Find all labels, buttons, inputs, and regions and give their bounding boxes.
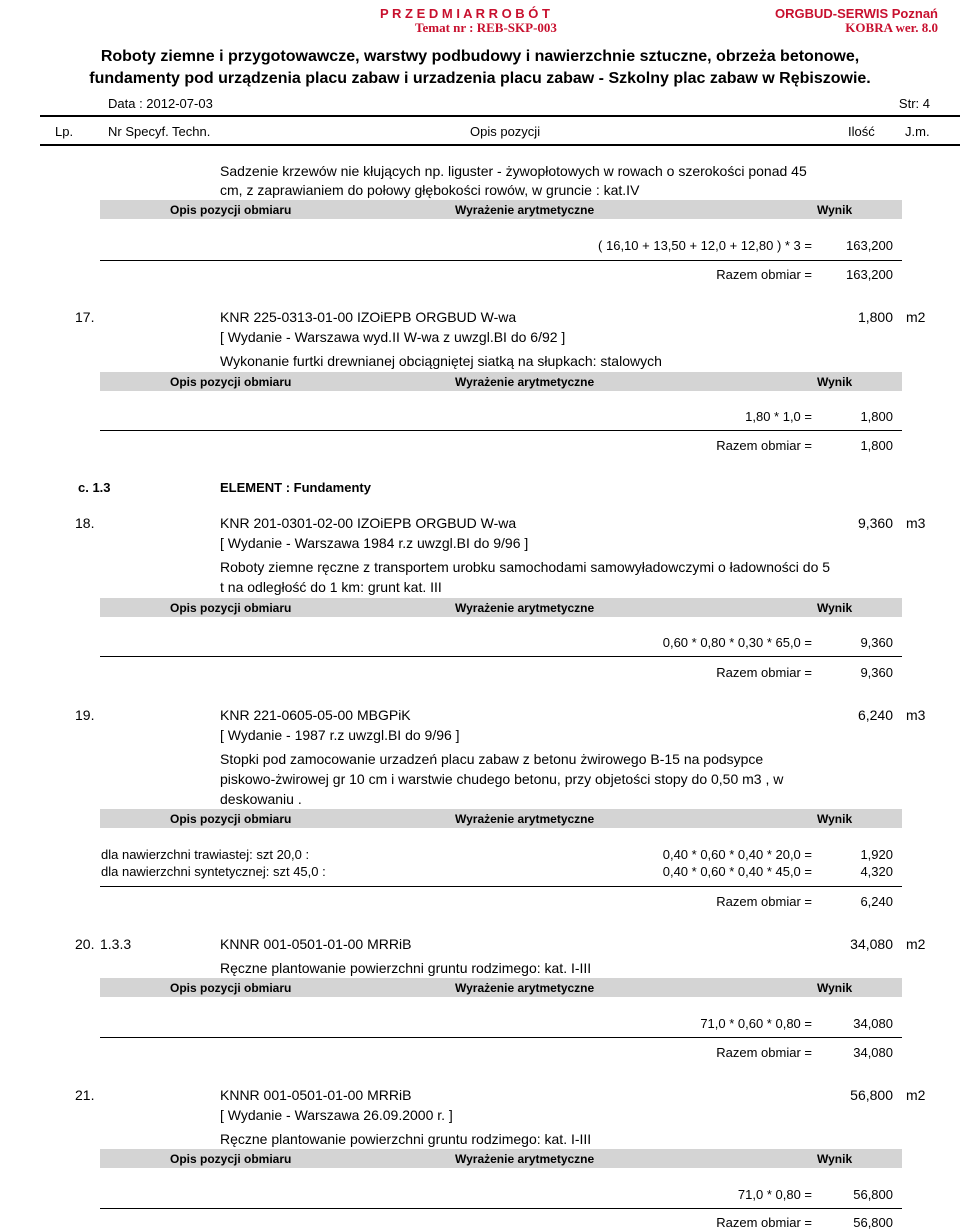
- item-edition: [ Wydanie - Warszawa 26.09.2000 r. ]: [220, 1107, 453, 1123]
- measure-result: 56,800: [853, 1187, 893, 1202]
- measure-expression: 71,0 * 0,60 * 0,80 =: [700, 1016, 812, 1031]
- item-desc-line1: Wykonanie furtki drewnianej obciągniętej siatką na słupkach: stalowych: [220, 353, 662, 369]
- item-desc-line2: t na odległość do 1 km: grunt kat. III: [220, 579, 442, 595]
- item-number: 19.: [75, 707, 95, 723]
- item-desc-line1: Ręczne plantowanie powierzchni gruntu rodzimego: kat. I-III: [220, 1131, 592, 1147]
- measure-col-expr: Wyrażenie arytmetyczne: [455, 812, 595, 826]
- measure-rule: [100, 260, 902, 261]
- measure-rule: [100, 1037, 902, 1038]
- measure-col-result: Wynik: [817, 981, 853, 995]
- item-quantity: 34,080: [850, 936, 893, 952]
- total-label: Razem obmiar =: [716, 267, 812, 282]
- doc-type-label: P R Z E D M I A R R O B Ó T: [380, 6, 550, 21]
- measure-header-bar: [100, 978, 902, 997]
- element-number: c. 1.3: [78, 480, 111, 495]
- measure-col-desc: Opis pozycji obmiaru: [170, 601, 292, 615]
- measure-header-bar: [100, 809, 902, 828]
- measure-header-bar: [100, 200, 902, 219]
- prev-item-desc-line2: cm, z zaprawianiem do połowy głębokości rowów, w gruncie : kat.IV: [220, 182, 640, 198]
- item-quantity: 9,360: [857, 515, 893, 531]
- prev-item-desc-line1: Sadzenie krzewów nie kłujących np. liguster - żywopłotowych w rowach o szerokości ponad 45: [220, 163, 807, 179]
- measure-result: 163,200: [846, 238, 893, 253]
- measure-rule: [100, 1208, 902, 1209]
- measure-col-desc: Opis pozycji obmiaru: [170, 375, 292, 389]
- col-lp: Lp.: [55, 124, 74, 139]
- item-number: 21.: [75, 1087, 95, 1103]
- measure-result: 4,320: [860, 864, 893, 879]
- measure-header-bar: [100, 372, 902, 391]
- item-unit: m3: [906, 707, 926, 723]
- total-label: Razem obmiar =: [716, 1045, 812, 1060]
- subject-number: Temat nr : REB-SKP-003: [415, 20, 557, 35]
- measure-col-result: Wynik: [817, 1152, 853, 1166]
- item-code: KNNR 001-0501-01-00 MRRiB: [220, 1087, 412, 1103]
- item-quantity: 56,800: [850, 1087, 893, 1103]
- measure-col-desc: Opis pozycji obmiaru: [170, 1152, 292, 1166]
- measure-expression: 0,40 * 0,60 * 0,40 * 20,0 =: [662, 847, 812, 862]
- measure-row-label: dla nawierzchni syntetycznej: szt 45,0 :: [101, 864, 326, 879]
- item-edition: [ Wydanie - 1987 r.z uwzgl.BI do 9/96 ]: [220, 727, 460, 743]
- measure-expression: 0,60 * 0,80 * 0,30 * 65,0 =: [662, 635, 812, 650]
- total-value: 34,080: [853, 1045, 893, 1060]
- measure-col-expr: Wyrażenie arytmetyczne: [455, 203, 595, 217]
- measure-expression: 1,80 * 1,0 =: [745, 409, 812, 424]
- total-label: Razem obmiar =: [716, 438, 812, 453]
- total-value: 9,360: [860, 665, 893, 680]
- page-number: Str: 4: [898, 96, 930, 111]
- item-number: 18.: [75, 515, 95, 531]
- measure-header-bar: [100, 1149, 902, 1168]
- total-value: 56,800: [853, 1215, 893, 1230]
- total-value: 163,200: [846, 267, 893, 282]
- total-value: 6,240: [860, 894, 893, 909]
- company-name: ORGBUD-SERWIS Poznań: [775, 6, 938, 21]
- measure-col-result: Wynik: [817, 375, 853, 389]
- col-description: Opis pozycji: [470, 124, 541, 139]
- item-unit: m3: [906, 515, 926, 531]
- item-code: KNR 225-0313-01-00 IZOiEPB ORGBUD W-wa: [220, 309, 517, 325]
- total-label: Razem obmiar =: [716, 665, 812, 680]
- total-label: Razem obmiar =: [716, 1215, 812, 1230]
- measure-col-expr: Wyrażenie arytmetyczne: [455, 601, 595, 615]
- measure-col-result: Wynik: [817, 203, 853, 217]
- measure-expression: ( 16,10 + 13,50 + 12,0 + 12,80 ) * 3 =: [598, 238, 812, 253]
- item-desc-line2: piskowo-żwirowej gr 10 cm i warstwie chudego betonu, przy objetości stopy do 0,50 m3 , w: [220, 771, 784, 787]
- header-rule-top: [40, 115, 960, 117]
- measure-result: 1,800: [860, 409, 893, 424]
- measure-header-bar: [100, 598, 902, 617]
- measure-col-desc: Opis pozycji obmiaru: [170, 812, 292, 826]
- software-version: KOBRA wer. 8.0: [845, 20, 938, 35]
- measure-rule: [100, 656, 902, 657]
- item-edition: [ Wydanie - Warszawa wyd.II W-wa z uwzgl.BI do 6/92 ]: [220, 329, 566, 345]
- item-desc-line1: Stopki pod zamocowanie urzadzeń placu zabaw z betonu żwirowego B-15 na podsypce: [220, 751, 764, 767]
- item-edition: [ Wydanie - Warszawa 1984 r.z uwzgl.BI do 9/96 ]: [220, 535, 529, 551]
- document-title-line2: fundamenty pod urządzenia placu zabaw i urzadzenia placu zabaw - Szkolny plac zabaw w Rębiszowie.: [89, 70, 871, 87]
- document-date: Data : 2012-07-03: [108, 96, 213, 111]
- item-unit: m2: [906, 1087, 926, 1103]
- item-spec-number: 1.3.3: [100, 936, 132, 952]
- measure-col-expr: Wyrażenie arytmetyczne: [455, 1152, 595, 1166]
- item-quantity: 1,800: [857, 309, 893, 325]
- header-rule-bottom: [40, 144, 960, 146]
- item-desc-line1: Ręczne plantowanie powierzchni gruntu rodzimego: kat. I-III: [220, 960, 592, 976]
- col-unit: J.m.: [905, 124, 930, 139]
- element-label: ELEMENT : Fundamenty: [220, 480, 371, 495]
- document-title-line1: Roboty ziemne i przygotowawcze, warstwy podbudowy i nawierzchnie sztuczne, obrzeża betonowe,: [100, 48, 860, 65]
- measure-rule: [100, 430, 902, 431]
- item-number: 20.: [75, 936, 95, 952]
- total-label: Razem obmiar =: [716, 894, 812, 909]
- item-quantity: 6,240: [857, 707, 893, 723]
- measure-row-label: dla nawierzchni trawiastej: szt 20,0 :: [101, 847, 310, 862]
- col-quantity: Ilość: [848, 124, 875, 139]
- item-desc-line1: Roboty ziemne ręczne z transportem urobku samochodami samowyładowczymi o ładowności do 5: [220, 559, 831, 575]
- total-value: 1,800: [860, 438, 893, 453]
- measure-result: 9,360: [860, 635, 893, 650]
- item-desc-line3: deskowaniu .: [220, 791, 302, 807]
- measure-col-result: Wynik: [817, 812, 853, 826]
- measure-col-expr: Wyrażenie arytmetyczne: [455, 375, 595, 389]
- item-code: KNR 221-0605-05-00 MBGPiK: [220, 707, 411, 723]
- item-code: KNNR 001-0501-01-00 MRRiB: [220, 936, 412, 952]
- item-number: 17.: [75, 309, 95, 325]
- measure-rule: [100, 886, 902, 887]
- col-spec: Nr Specyf. Techn.: [108, 124, 211, 139]
- measure-result: 1,920: [860, 847, 893, 862]
- measure-col-expr: Wyrażenie arytmetyczne: [455, 981, 595, 995]
- measure-result: 34,080: [853, 1016, 893, 1031]
- measure-col-desc: Opis pozycji obmiaru: [170, 981, 292, 995]
- item-unit: m2: [906, 309, 926, 325]
- measure-expression: 0,40 * 0,60 * 0,40 * 45,0 =: [662, 864, 812, 879]
- item-unit: m2: [906, 936, 926, 952]
- measure-col-desc: Opis pozycji obmiaru: [170, 203, 292, 217]
- measure-col-result: Wynik: [817, 601, 853, 615]
- item-code: KNR 201-0301-02-00 IZOiEPB ORGBUD W-wa: [220, 515, 517, 531]
- measure-expression: 71,0 * 0,80 =: [737, 1187, 812, 1202]
